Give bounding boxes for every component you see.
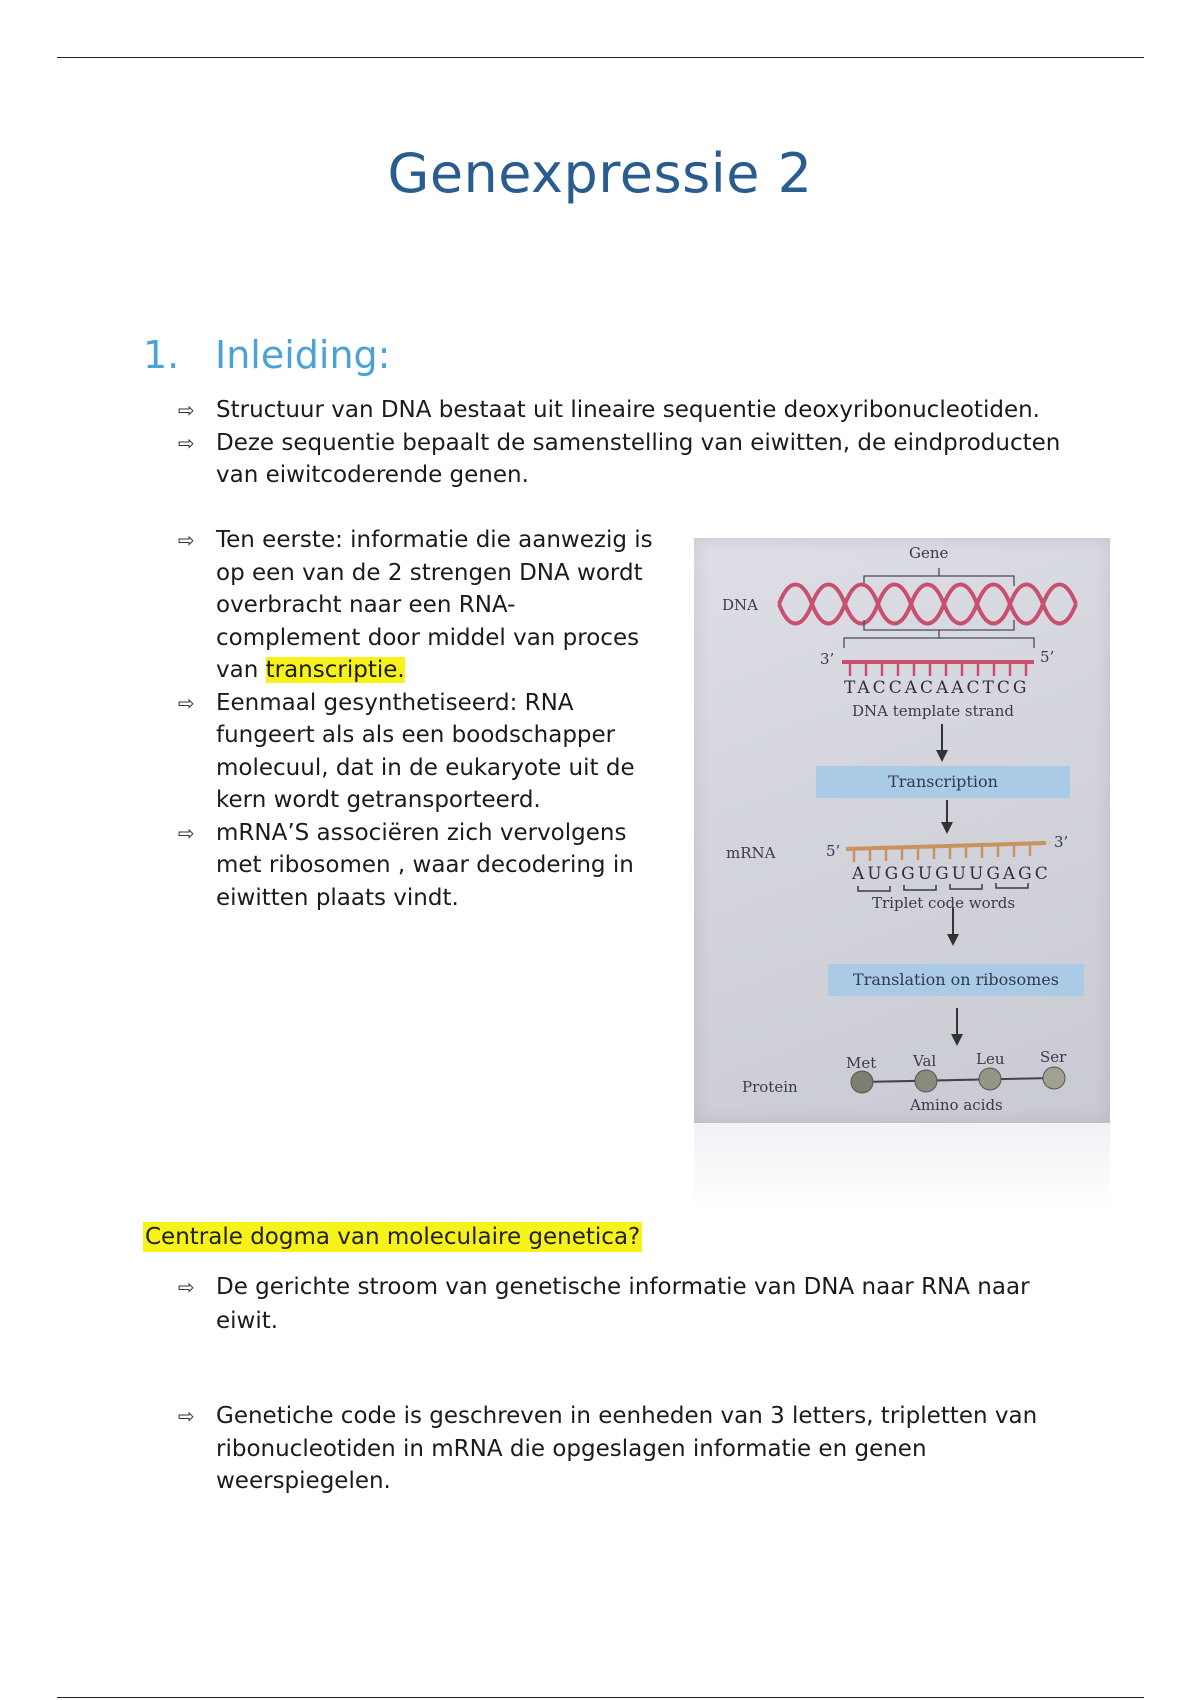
- intro-bullet-list-narrow: [178, 524, 698, 914]
- gene-label: Gene: [909, 544, 949, 562]
- bullet-text: Genetiche code is geschreven in eenheden van 3 letters, tripletten van ribonucleotiden in mRNA die opgeslagen informatie en genen weerspiegelen.: [216, 1403, 1038, 1494]
- amino-acid-bead: [915, 1070, 937, 1092]
- intro-bullet-list: [178, 394, 1078, 492]
- figure-shadow: [694, 1123, 1110, 1213]
- amino-acids-caption: Amino acids: [910, 1096, 1003, 1114]
- figure-drawing: [694, 538, 1110, 1123]
- document-title: Genexpressie 2: [387, 142, 813, 205]
- header-rule: [57, 57, 1144, 58]
- triplet-caption: Triplet code words: [872, 894, 1016, 912]
- right-arrow-icon: ⇨: [178, 690, 195, 715]
- dogma-bullet-list-2: [178, 1400, 1078, 1498]
- amino-acid-ser: Ser: [1040, 1048, 1067, 1066]
- mrna-label: mRNA: [726, 844, 776, 862]
- list-item: [178, 524, 698, 687]
- translation-box: Translation on ribosomes: [828, 964, 1084, 996]
- right-arrow-icon: ⇨: [178, 1404, 195, 1428]
- protein-chain: [862, 1078, 1054, 1082]
- list-item: [178, 1400, 1078, 1498]
- bullet-line: op een van de 2 strengen DNA wordt: [216, 559, 643, 586]
- bullet-line: eiwitten plaats vindt.: [216, 884, 459, 911]
- bullet-line: molecuul, dat in de eukaryote uit de: [216, 754, 635, 781]
- right-arrow-icon: ⇨: [178, 430, 195, 455]
- template-caption: DNA template strand: [852, 702, 1014, 720]
- gene-expression-figure: [694, 538, 1110, 1123]
- right-arrow-icon: ⇨: [178, 528, 195, 552]
- dna-strand-1: [779, 585, 1076, 624]
- bullet-line: overbracht naar een RNA-: [216, 592, 516, 618]
- section-number: 1.: [143, 333, 180, 377]
- amino-acid-bead: [851, 1071, 873, 1093]
- list-item: [178, 427, 1078, 492]
- dna-strand-2: [779, 585, 1076, 624]
- amino-acid-leu: Leu: [976, 1050, 1005, 1068]
- dna-label: DNA: [722, 596, 758, 614]
- list-item: [178, 1270, 1078, 1338]
- bullet-text: Structuur van DNA bestaat uit lineaire sequentie deoxyribonucleotiden.: [216, 397, 1040, 423]
- bullet-line: van: [216, 657, 266, 683]
- dogma-bullet-list: [178, 1270, 1078, 1338]
- list-item: [178, 817, 698, 915]
- template-3-prime: 3’: [820, 650, 835, 668]
- list-item: [178, 394, 1078, 427]
- bullet-line: met ribosomen , waar decodering in: [216, 852, 634, 878]
- bullet-line: fungeert als als een boodschapper: [216, 722, 616, 748]
- bullet-line: kern wordt getransporteerd.: [216, 787, 541, 813]
- amino-acid-bead: [1043, 1067, 1065, 1089]
- bullet-line: complement door middel van proces: [216, 624, 640, 651]
- right-arrow-icon: ⇨: [178, 1275, 195, 1299]
- template-5-prime: 5’: [1040, 648, 1055, 666]
- bullet-text: De gerichte stroom van genetische informatie van DNA naar RNA naar eiwit.: [216, 1274, 1030, 1334]
- template-sequence: TACCACAACTCG: [844, 678, 1030, 698]
- amino-acid-met: Met: [846, 1054, 877, 1072]
- dogma-heading: Centrale dogma van moleculaire genetica?: [145, 1224, 641, 1250]
- highlighted-term: transcriptie.: [265, 657, 405, 683]
- right-arrow-icon: ⇨: [178, 820, 195, 845]
- triplet-brackets: [858, 883, 1028, 891]
- mrna-5-prime: 5’: [826, 842, 841, 860]
- section-title: Inleiding:: [215, 333, 391, 377]
- list-item: [178, 687, 698, 817]
- bullet-text: Deze sequentie bepaalt de samenstelling van eiwitten, de eindproducten van eiwitcoderende genen.: [216, 429, 1061, 488]
- amino-acid-bead: [979, 1068, 1001, 1090]
- right-arrow-icon: ⇨: [178, 398, 195, 422]
- mrna-3-prime: 3’: [1054, 833, 1069, 851]
- footer-rule: [57, 1697, 1144, 1698]
- mrna-sequence: AUGGUGUUGAGC: [852, 864, 1051, 884]
- transcription-box: Transcription: [816, 766, 1070, 798]
- bullet-line: Eenmaal gesynthetiseerd: RNA: [216, 689, 574, 716]
- protein-label: Protein: [742, 1078, 798, 1096]
- amino-acid-val: Val: [913, 1052, 937, 1070]
- bullet-line: mRNA’S associëren zich vervolgens: [216, 819, 627, 846]
- mrna-strand: [846, 843, 1046, 849]
- section-heading: [143, 333, 390, 377]
- bullet-line: Ten eerste: informatie die aanwezig is: [216, 527, 653, 553]
